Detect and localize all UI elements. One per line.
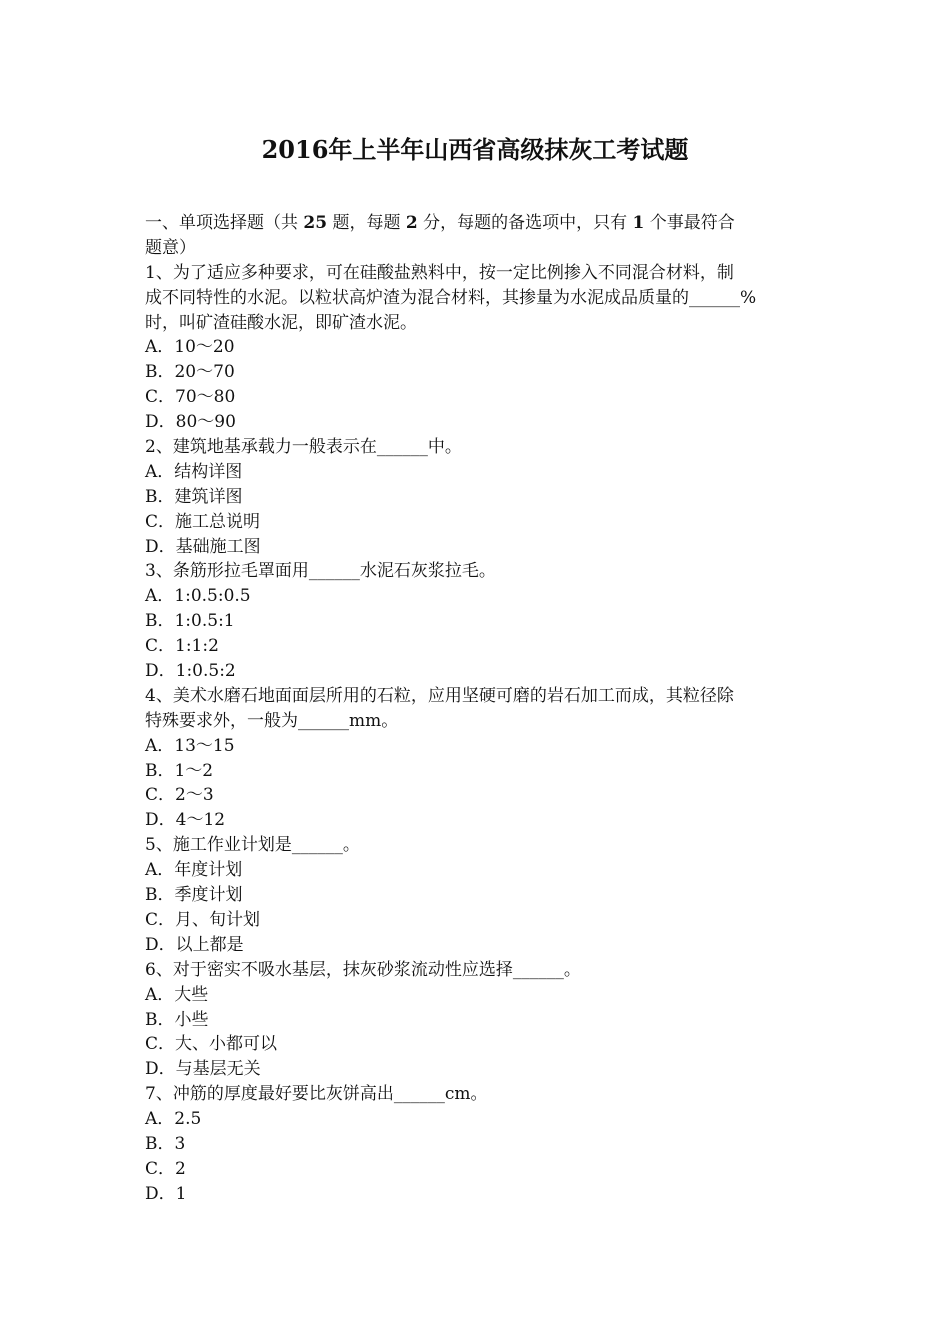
- answer-option-b: B．20～70: [145, 362, 235, 383]
- document-title: 2016年上半年山西省高级抹灰工考试题: [261, 135, 689, 164]
- section-heading-text: 题，每题: [327, 213, 406, 233]
- answer-option-b: B．季度计划: [145, 885, 243, 906]
- answer-option-d: D．基础施工图: [145, 536, 261, 557]
- question-4: [145, 684, 825, 833]
- answer-option-a: A．10～20: [145, 337, 235, 358]
- answer-option-b: B．小些: [145, 1009, 209, 1030]
- section-heading-text: 一、单项选择题（共: [145, 213, 304, 233]
- answer-option-d: D．1:0.5:2: [145, 661, 236, 682]
- question-1: [145, 261, 825, 435]
- answer-option-c: C．大、小都可以: [145, 1034, 278, 1055]
- answer-option-b: B．1:0.5:1: [145, 611, 235, 632]
- answer-option-c: C．70～80: [145, 387, 236, 408]
- answer-option-b: B．3: [145, 1133, 186, 1154]
- question-text: 成不同特性的水泥。以粒状高炉渣为混合材料，其掺量为水泥成品质量的______%: [145, 287, 757, 308]
- answer-option-a: A．结构详图: [145, 461, 243, 482]
- question-5: [145, 833, 825, 957]
- section-heading-text: 分，每题的备选项中，只有: [417, 213, 633, 233]
- question-6: [145, 958, 825, 1082]
- answer-option-c: C．2～3: [145, 785, 214, 806]
- section-heading-line2: 题意）: [145, 237, 196, 258]
- question-text: 6、对于密实不吸水基层，抹灰砂浆流动性应选择______。: [145, 959, 581, 980]
- answer-option-a: A．13～15: [145, 735, 235, 756]
- answer-option-c: C．月、旬计划: [145, 909, 261, 930]
- section-heading: [145, 211, 825, 236]
- correct-option-count: 1: [632, 213, 645, 233]
- question-7: [145, 1082, 825, 1206]
- question-2: [145, 435, 825, 559]
- question-text: 特殊要求外，一般为______mm。: [145, 710, 399, 731]
- question-text: 7、冲筋的厚度最好要比灰饼高出______cm。: [145, 1084, 488, 1105]
- answer-option-d: D．4～12: [145, 810, 226, 831]
- question-list: [145, 261, 825, 1207]
- answer-option-a: A．2.5: [145, 1109, 202, 1130]
- answer-option-d: D．与基层无关: [145, 1059, 261, 1080]
- answer-option-a: A．年度计划: [145, 860, 243, 881]
- answer-option-d: D．1: [145, 1183, 187, 1204]
- answer-option-c: C．1:1:2: [145, 636, 219, 657]
- question-text: 3、条筋形拉毛罩面用______水泥石灰浆拉毛。: [145, 561, 496, 582]
- answer-option-d: D．以上都是: [145, 934, 244, 955]
- points-per-question: 2: [405, 213, 418, 233]
- question-3: [145, 559, 825, 683]
- question-text: 4、美术水磨石地面面层所用的石粒，应用坚硬可磨的岩石加工而成，其粒径除: [145, 685, 734, 706]
- answer-option-c: C．2: [145, 1158, 186, 1179]
- answer-option-c: C．施工总说明: [145, 511, 261, 532]
- answer-option-b: B．建筑详图: [145, 486, 243, 507]
- question-text: 时，叫矿渣硅酸水泥，即矿渣水泥。: [145, 312, 417, 333]
- answer-option-d: D．80～90: [145, 412, 236, 433]
- section-heading-text: 个事最符合: [644, 213, 735, 233]
- document-body: [145, 211, 825, 1207]
- question-count: 25: [303, 213, 328, 233]
- question-text: 1、为了适应多种要求，可在硅酸盐熟料中，按一定比例掺入不同混合材料，制: [145, 262, 734, 283]
- answer-option-a: A．大些: [145, 984, 209, 1005]
- answer-option-b: B．1～2: [145, 760, 214, 781]
- answer-option-a: A．1:0.5:0.5: [145, 586, 251, 607]
- question-text: 2、建筑地基承载力一般表示在______中。: [145, 437, 462, 458]
- question-text: 5、施工作业计划是______。: [145, 835, 360, 856]
